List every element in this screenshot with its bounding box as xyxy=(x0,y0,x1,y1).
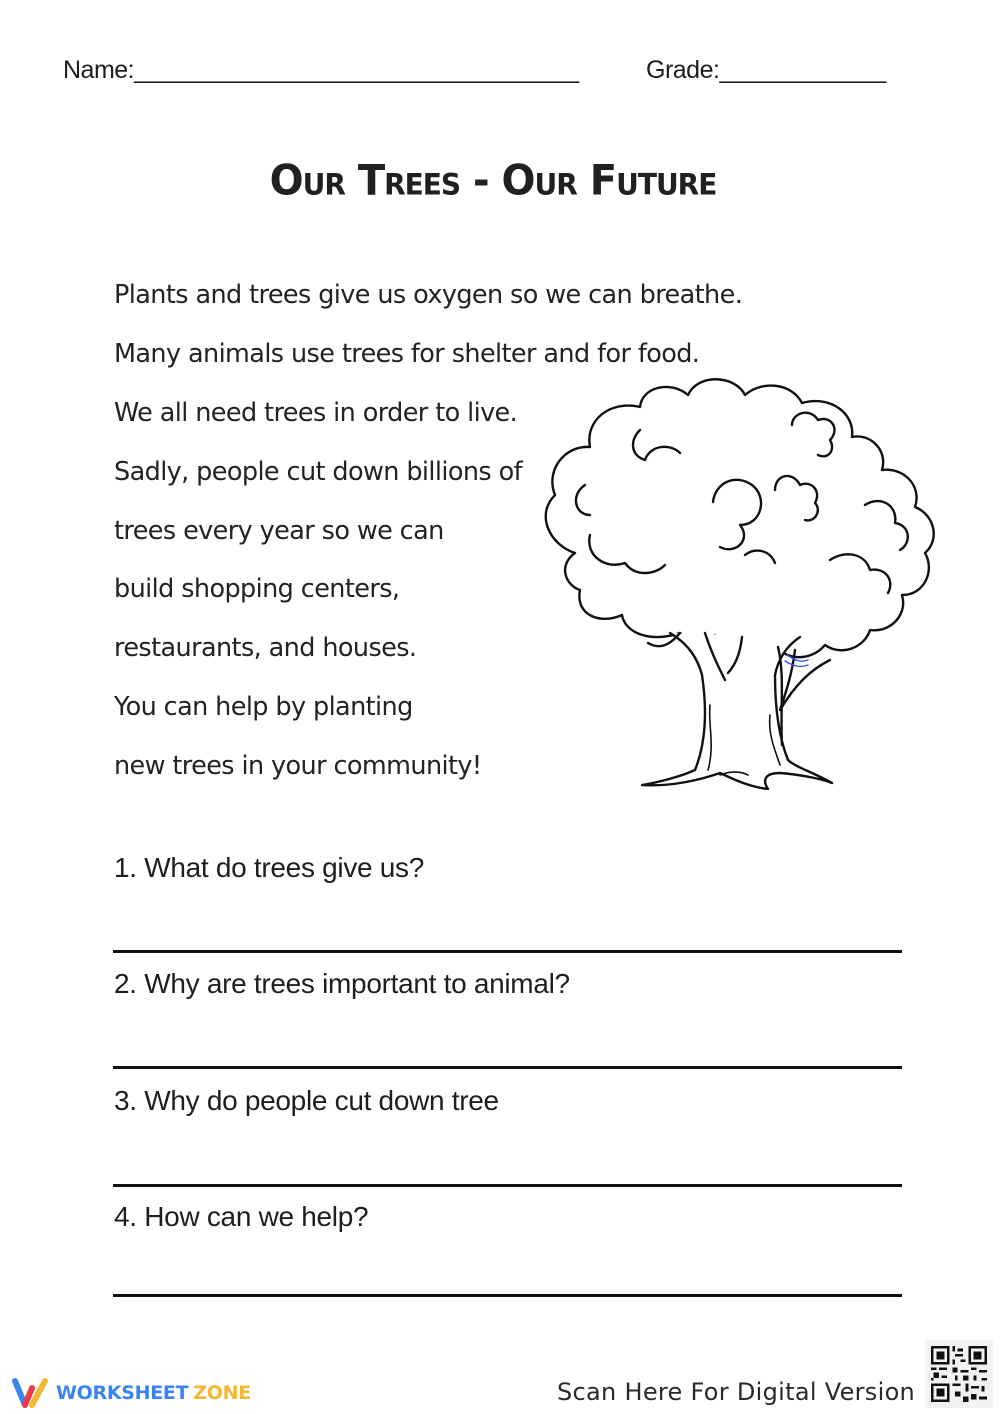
name-label: Name: xyxy=(63,56,135,84)
worksheetzone-logo[interactable] xyxy=(10,1376,251,1410)
passage-line: Many animals use trees for shelter and for food. xyxy=(114,338,700,369)
name-blank[interactable]: ________________________________ xyxy=(134,56,580,84)
grade-label: Grade: xyxy=(646,56,720,84)
passage-line: build shopping centers, xyxy=(114,574,400,605)
question-text: Why are trees important to animal? xyxy=(144,968,570,999)
question-text: What do trees give us? xyxy=(144,852,425,883)
grade-field[interactable] xyxy=(646,56,886,85)
question-text: How can we help? xyxy=(144,1201,369,1232)
question-number: 1. xyxy=(114,852,137,883)
question-number: 2. xyxy=(114,968,137,999)
answer-line-4[interactable] xyxy=(113,1294,902,1297)
passage-line: We all need trees in order to live. xyxy=(114,397,518,428)
answer-line-1[interactable] xyxy=(113,950,902,953)
scan-instruction: Scan Here For Digital Version xyxy=(557,1378,916,1406)
answer-line-2[interactable] xyxy=(113,1066,902,1069)
passage-line: You can help by planting xyxy=(114,692,413,723)
brand-name: WORKSHEET ZONE xyxy=(56,1382,251,1404)
name-field[interactable] xyxy=(63,56,579,85)
question-1 xyxy=(114,852,424,884)
passage-line: Sadly, people cut down billions of xyxy=(114,456,522,487)
passage-line: restaurants, and houses. xyxy=(114,633,417,664)
question-3 xyxy=(114,1085,499,1117)
tree-illustration-icon xyxy=(530,375,942,790)
passage-line: Plants and trees give us oxygen so we can breathe. xyxy=(114,280,743,310)
question-text: Why do people cut down tree xyxy=(144,1085,499,1116)
worksheet-title: Our Trees - Our Future xyxy=(269,156,717,206)
passage-line: trees every year so we can xyxy=(114,515,444,546)
question-number: 4. xyxy=(114,1201,137,1232)
answer-line-3[interactable] xyxy=(113,1184,902,1187)
grade-blank[interactable]: ____________ xyxy=(719,56,887,84)
question-2 xyxy=(114,968,570,1000)
passage-line: new trees in your community! xyxy=(114,751,482,782)
question-number: 3. xyxy=(114,1085,137,1116)
question-4 xyxy=(114,1201,368,1233)
worksheetzone-w-icon xyxy=(10,1376,50,1410)
qr-code-icon[interactable] xyxy=(925,1340,993,1408)
